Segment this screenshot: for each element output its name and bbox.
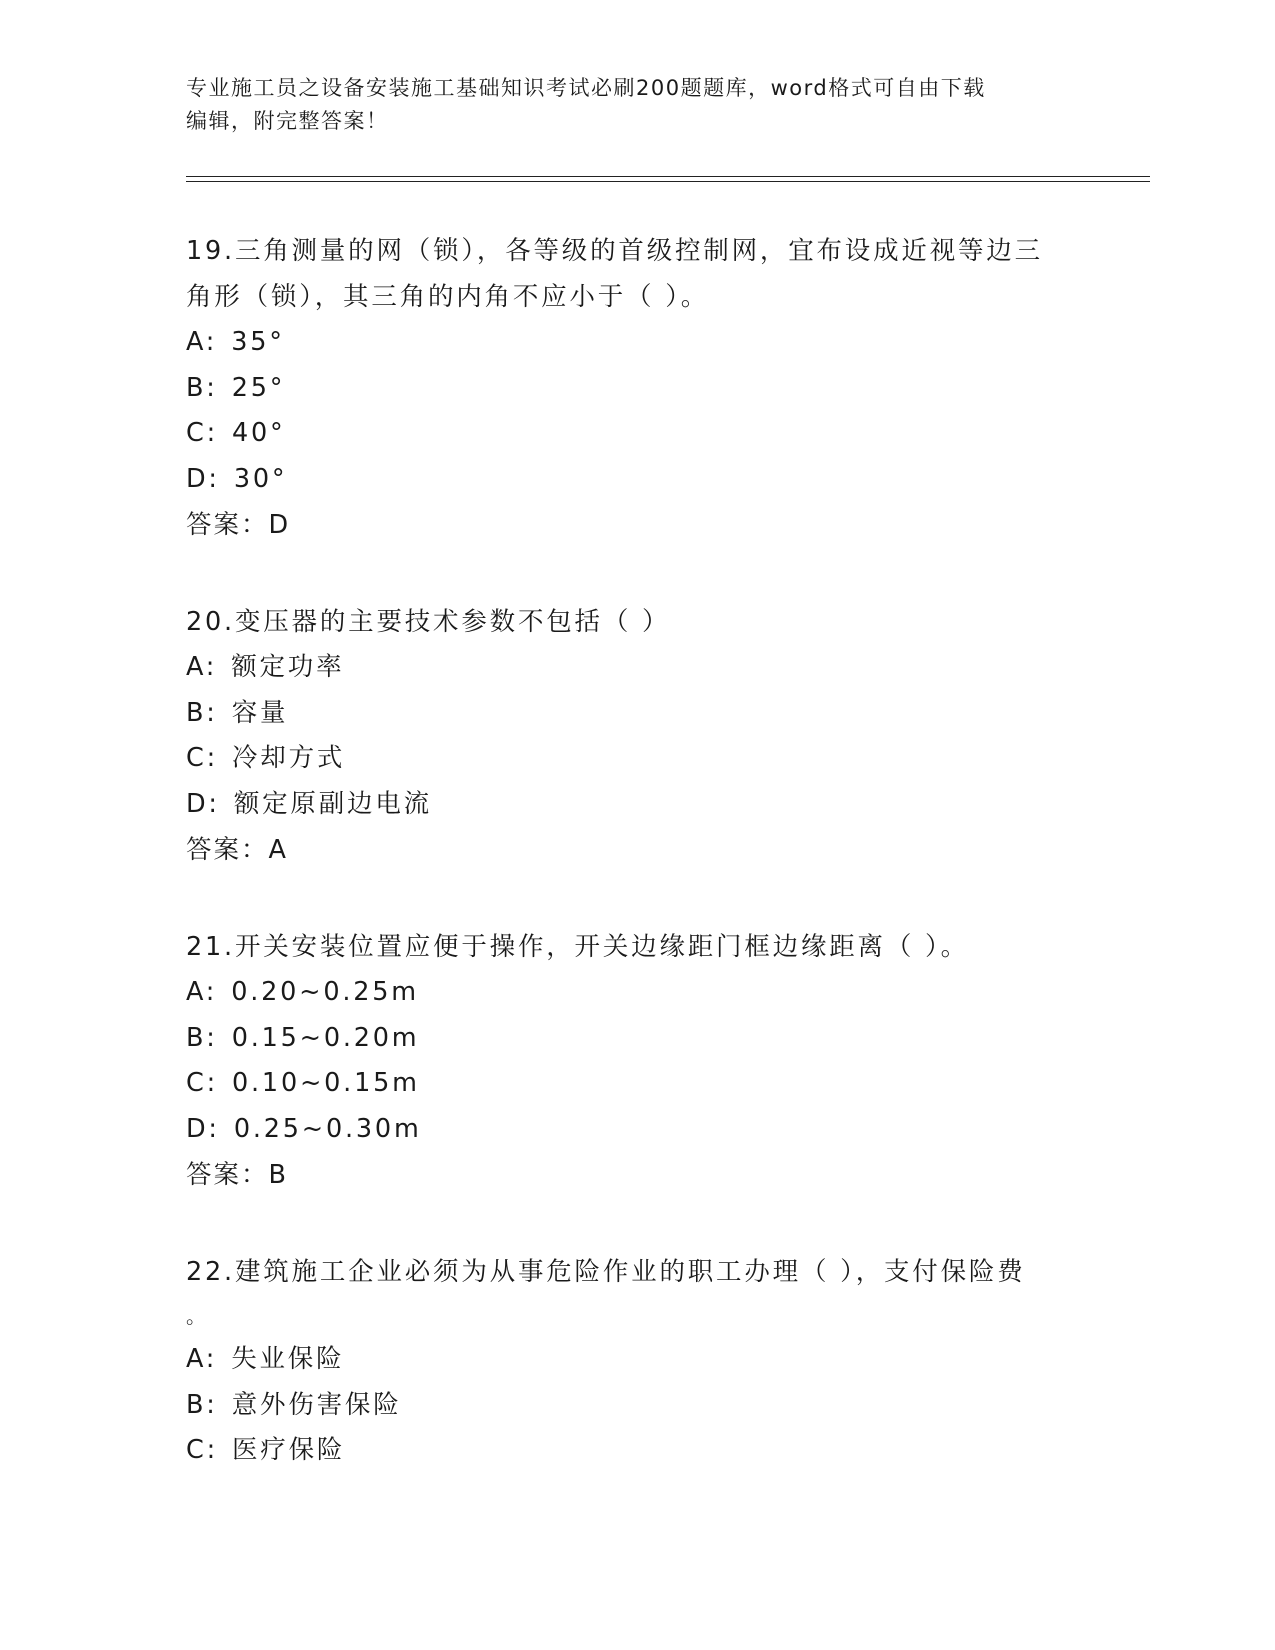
- question-text-line: 角形（锁），其三角的内角不应小于（ ）。: [186, 282, 710, 312]
- question-block: [186, 228, 1086, 548]
- option-text: 意外伤害保险: [231, 1389, 402, 1420]
- option-text: 35°: [231, 327, 285, 357]
- option-text: 0.10~0.15m: [232, 1068, 420, 1098]
- answer-option: [186, 736, 1086, 782]
- option-label: A:: [186, 652, 218, 682]
- question-block: [186, 924, 1086, 1198]
- answer-option: [186, 1016, 1086, 1062]
- question-text-line: 22.建筑施工企业必须为从事危险作业的职工办理（ ），支付保险费: [186, 1257, 1026, 1287]
- answer-key: 答案：B: [186, 1160, 288, 1190]
- answer-option: [186, 1383, 1086, 1429]
- option-text: 容量: [231, 697, 289, 728]
- answer-option: [186, 691, 1086, 737]
- option-label: C:: [186, 418, 218, 448]
- option-label: D:: [186, 788, 220, 819]
- option-label: A:: [186, 327, 218, 357]
- option-label: D:: [186, 1113, 220, 1144]
- answer-key: 答案：A: [186, 835, 288, 865]
- question-text-line: 20.变压器的主要技术参数不包括（ ）: [186, 607, 671, 637]
- question-list: [186, 228, 1086, 1525]
- option-label: B:: [186, 1022, 218, 1053]
- option-text: 0.15~0.20m: [231, 1022, 420, 1053]
- option-label: B:: [186, 697, 218, 728]
- option-label: D:: [186, 463, 220, 494]
- question-block: [186, 1249, 1086, 1474]
- answer-option: [186, 970, 1086, 1016]
- option-text: 额定功率: [231, 652, 345, 682]
- answer-key: 答案：D: [186, 510, 291, 540]
- option-label: A:: [186, 1344, 218, 1374]
- question-text-line: 21.开关安装位置应便于操作，开关边缘距门框边缘距离（ ）。: [186, 932, 969, 962]
- answer-option: [186, 1337, 1086, 1383]
- question-text-line: 19.三角测量的网（锁），各等级的首级控制网，宜布设成近视等边三: [186, 236, 1043, 266]
- question-text-line: 。: [186, 1304, 209, 1328]
- header-divider-bottom: [186, 181, 1150, 182]
- question-block: [186, 599, 1086, 873]
- answer-option: [186, 1107, 1086, 1153]
- answer-option: [186, 782, 1086, 828]
- answer-option: [186, 457, 1086, 503]
- option-label: C:: [186, 1435, 218, 1465]
- answer-option: [186, 1061, 1086, 1107]
- option-label: A:: [186, 977, 218, 1007]
- option-text: 冷却方式: [232, 743, 346, 773]
- answer-option: [186, 411, 1086, 457]
- answer-option: [186, 645, 1086, 691]
- answer-option: [186, 320, 1086, 366]
- option-text: 30°: [233, 463, 288, 494]
- option-label: C:: [186, 743, 218, 773]
- option-text: 40°: [232, 418, 286, 448]
- header-line-2: 编辑，附完整答案！: [186, 109, 389, 133]
- option-text: 25°: [231, 372, 286, 403]
- option-text: 额定原副边电流: [233, 788, 432, 819]
- document-header: [186, 72, 1076, 138]
- header-divider-top: [186, 176, 1150, 177]
- option-label: B:: [186, 372, 218, 403]
- option-text: 0.20~0.25m: [231, 977, 419, 1007]
- header-line-1: 专业施工员之设备安装施工基础知识考试必刷200题题库，word格式可自由下载: [186, 76, 986, 100]
- option-text: 医疗保险: [232, 1435, 346, 1465]
- answer-option: [186, 366, 1086, 412]
- option-text: 0.25~0.30m: [233, 1113, 422, 1144]
- option-text: 失业保险: [231, 1344, 345, 1374]
- answer-option: [186, 1428, 1086, 1474]
- option-label: B:: [186, 1389, 218, 1420]
- option-label: C:: [186, 1068, 218, 1098]
